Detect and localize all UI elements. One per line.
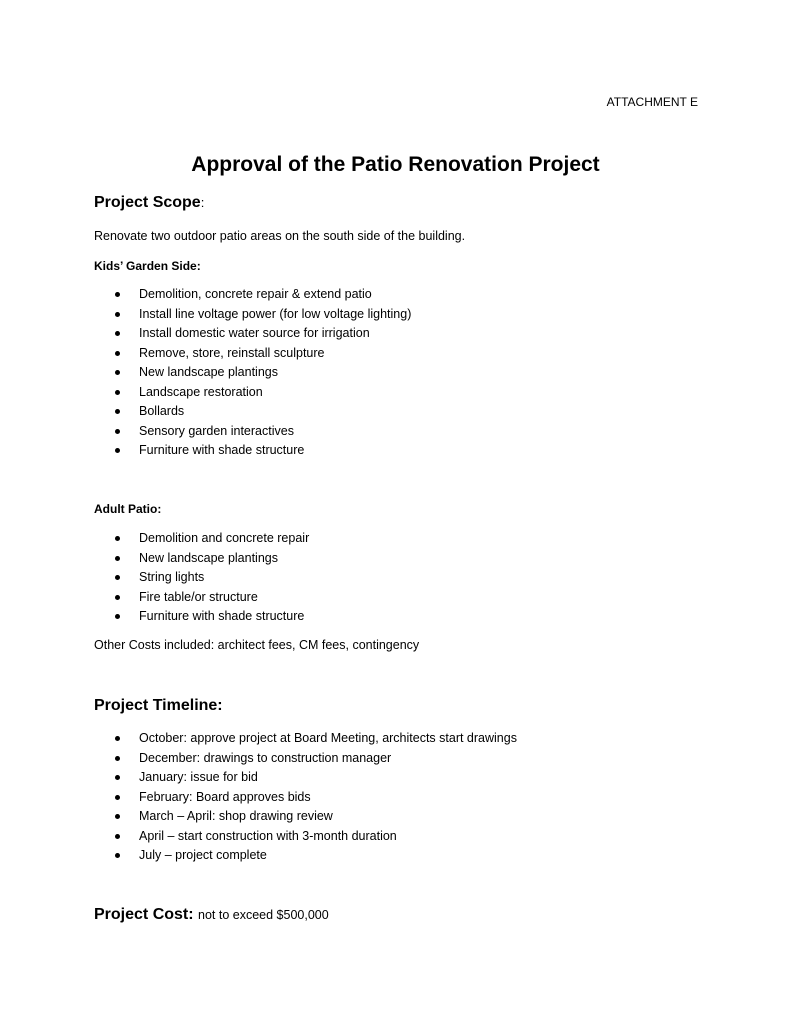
timeline-list <box>94 729 517 866</box>
list-item <box>94 568 309 588</box>
project-cost-heading: Project Cost: <box>94 906 194 923</box>
list-item-text: Install domestic water source for irrigation <box>139 326 370 340</box>
bullet-icon <box>115 370 120 375</box>
bullet-icon <box>115 448 120 453</box>
bullet-icon <box>115 331 120 336</box>
list-item <box>94 807 517 827</box>
kids-garden-list <box>94 285 411 461</box>
kids-garden-heading: Kids’ Garden Side: <box>94 259 201 273</box>
project-cost-value: not to exceed $500,000 <box>198 908 329 922</box>
list-item-text: July – project complete <box>139 848 267 862</box>
bullet-icon <box>115 736 120 741</box>
list-item <box>94 846 517 866</box>
bullet-icon <box>115 292 120 297</box>
project-scope-heading-colon: : <box>200 195 205 210</box>
list-item <box>94 402 411 422</box>
list-item <box>94 549 309 569</box>
list-item-text: April – start construction with 3-month duration <box>139 828 397 843</box>
list-item-text: January: issue for bid <box>139 770 258 784</box>
list-item-text: Fire table/or structure <box>139 589 258 604</box>
list-item-text: October: approve project at Board Meeting, architects start drawings <box>139 731 517 745</box>
list-item-text: Demolition and concrete repair <box>139 531 310 545</box>
bullet-icon <box>115 775 120 780</box>
bullet-icon <box>115 351 120 356</box>
list-item-text: New landscape plantings <box>139 365 278 379</box>
list-item-text: Bollards <box>139 404 185 418</box>
list-item-text: Demolition, concrete repair & extend patio <box>139 287 372 301</box>
bullet-icon <box>115 575 120 580</box>
list-item <box>94 529 309 549</box>
list-item <box>94 827 517 847</box>
list-item-text: February: Board approves bids <box>139 789 311 804</box>
project-scope-heading <box>94 194 204 212</box>
list-item-text: String lights <box>139 570 205 584</box>
list-item-text: Install line voltage power (for low voltage lighting) <box>139 306 412 321</box>
list-item <box>94 607 309 627</box>
list-item <box>94 768 517 788</box>
bullet-icon <box>115 312 120 317</box>
project-scope-heading-text: Project Scope <box>94 194 201 211</box>
bullet-icon <box>115 614 120 619</box>
bullet-icon <box>115 390 120 395</box>
list-item-text: Furniture with shade structure <box>139 443 305 457</box>
list-item <box>94 729 517 749</box>
page-title: Approval of the Patio Renovation Project <box>191 153 600 176</box>
bullet-icon <box>115 429 120 434</box>
list-item <box>94 383 411 403</box>
list-item <box>94 588 309 608</box>
project-timeline-heading: Project Timeline: <box>94 697 223 714</box>
list-item <box>94 749 517 769</box>
list-item <box>94 363 411 383</box>
bullet-icon <box>115 756 120 761</box>
project-cost-line <box>94 906 329 924</box>
bullet-icon <box>115 795 120 800</box>
bullet-icon <box>115 409 120 414</box>
attachment-label: ATTACHMENT E <box>606 95 698 109</box>
list-item <box>94 305 411 325</box>
list-item <box>94 441 411 461</box>
bullet-icon <box>115 814 120 819</box>
list-item <box>94 788 517 808</box>
adult-patio-heading: Adult Patio: <box>94 502 162 516</box>
list-item <box>94 285 411 305</box>
bullet-icon <box>115 536 120 541</box>
list-item-text: Furniture with shade structure <box>139 609 305 623</box>
scope-description: Renovate two outdoor patio areas on the south side of the building. <box>94 229 466 243</box>
adult-patio-list <box>94 529 309 627</box>
list-item-text: Landscape restoration <box>139 384 263 399</box>
list-item-text: Sensory garden interactives <box>139 423 294 438</box>
list-item <box>94 324 411 344</box>
bullet-icon <box>115 834 120 839</box>
list-item-text: Remove, store, reinstall sculpture <box>139 345 325 360</box>
bullet-icon <box>115 853 120 858</box>
bullet-icon <box>115 556 120 561</box>
list-item-text: New landscape plantings <box>139 550 278 565</box>
list-item <box>94 344 411 364</box>
list-item <box>94 422 411 442</box>
list-item-text: March – April: shop drawing review <box>139 809 333 823</box>
bullet-icon <box>115 595 120 600</box>
list-item-text: December: drawings to construction manager <box>139 750 392 765</box>
other-costs-text: Other Costs included: architect fees, CM fees, contingency <box>94 638 420 652</box>
